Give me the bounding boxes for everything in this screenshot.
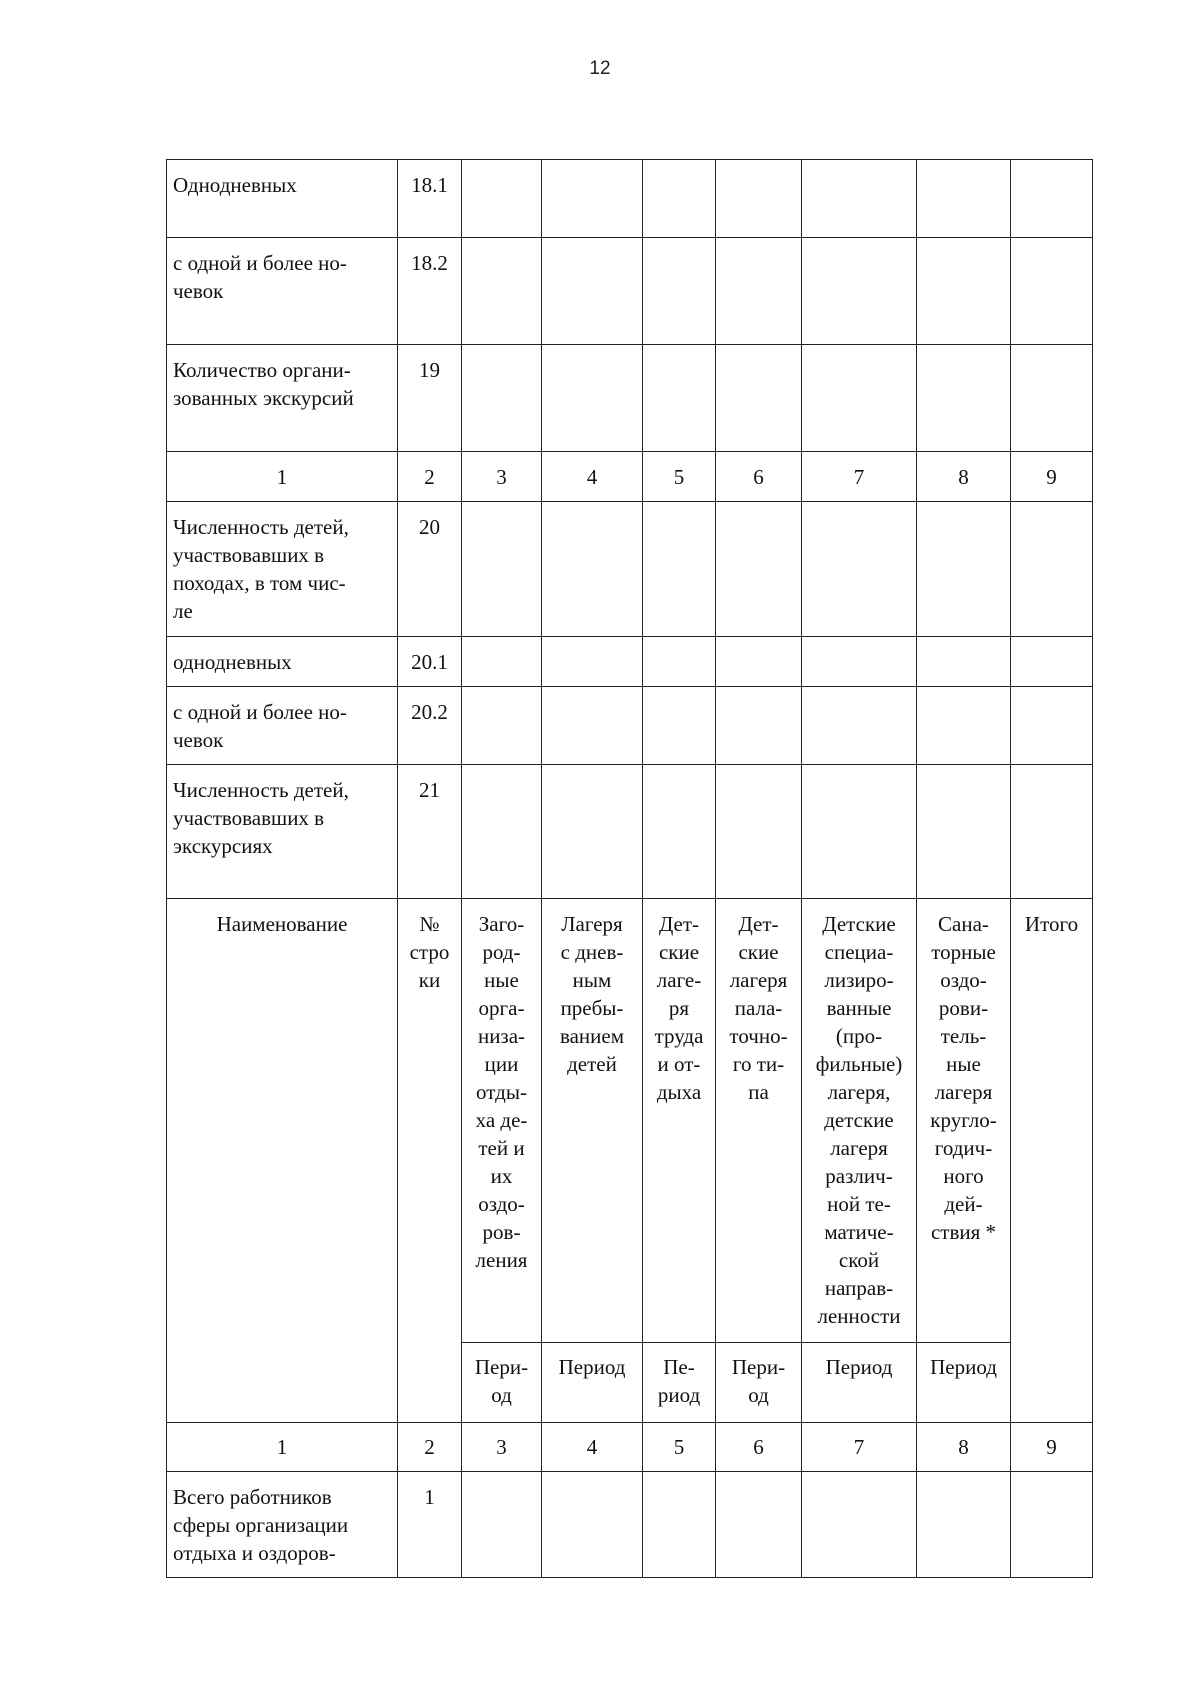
column-number: 4 [542,452,643,502]
column-number: 2 [398,1423,462,1472]
header-specialized-camps-cell: Детские специа- лизиро- ванные (про- фильные) лагеря, детские лагеря различ- ной те- матиче- ской направ- ленности [802,899,917,1343]
row-code-cell: 20.1 [398,637,462,687]
empty-cell [643,1472,716,1578]
empty-cell [802,238,917,345]
header-labor-camps-cell: Дет- ские лаге- ря труда и от- дыха [643,899,716,1343]
period-cell: Пе- риод [643,1343,716,1423]
column-number: 5 [643,452,716,502]
empty-cell [1011,238,1093,345]
column-header-row [167,899,1093,1343]
empty-cell [1011,1472,1093,1578]
empty-cell [802,502,917,637]
row-name-cell: с одной и более но- чевок [167,238,398,345]
empty-cell [716,637,802,687]
header-day-camps-cell: Лагеря с днев- ным пребы- ванием детей [542,899,643,1343]
header-tent-camps-cell: Дет- ские лагеря пала- точно- го ти- па [716,899,802,1343]
empty-cell [643,637,716,687]
row-code-cell: 1 [398,1472,462,1578]
table-row-20 [167,502,1093,637]
header-sanatorium-camps-cell: Сана- торные оздо- рови- тель- ные лагеря кругло- годич- ного дей- ствия * [917,899,1011,1343]
table-row-18-2 [167,238,1093,345]
empty-cell [542,1472,643,1578]
empty-cell [1011,345,1093,452]
empty-cell [643,687,716,765]
header-total-cell: Итого [1011,899,1093,1423]
header-country-camps-cell: Заго- род- ные орга- низа- ции отды- ха де- тей и их оздо- ров- ления [462,899,542,1343]
empty-cell [643,502,716,637]
empty-cell [462,160,542,238]
column-number: 9 [1011,452,1093,502]
column-number: 7 [802,1423,917,1472]
column-number: 6 [716,1423,802,1472]
column-number: 3 [462,1423,542,1472]
empty-cell [542,238,643,345]
empty-cell [542,345,643,452]
row-code-cell: 20 [398,502,462,637]
row-name-cell: Численность детей, участвовавших в экскурсиях [167,765,398,899]
table-row-1 [167,1472,1093,1578]
column-number: 8 [917,1423,1011,1472]
column-number: 2 [398,452,462,502]
column-number: 7 [802,452,917,502]
row-code-cell: 19 [398,345,462,452]
empty-cell [643,765,716,899]
empty-cell [716,345,802,452]
column-number: 1 [167,1423,398,1472]
empty-cell [462,1472,542,1578]
empty-cell [716,765,802,899]
header-code-cell: № стро ки [398,899,462,1423]
empty-cell [802,637,917,687]
empty-cell [643,238,716,345]
empty-cell [802,687,917,765]
period-cell: Пери- од [716,1343,802,1423]
empty-cell [917,637,1011,687]
empty-cell [716,687,802,765]
row-code-cell: 18.2 [398,238,462,345]
empty-cell [917,345,1011,452]
column-numbering-row [167,1423,1093,1472]
row-name-cell: Количество органи- зованных экскурсий [167,345,398,452]
row-name-cell: Однодневных [167,160,398,238]
empty-cell [1011,502,1093,637]
empty-cell [643,345,716,452]
empty-cell [462,637,542,687]
empty-cell [462,345,542,452]
empty-cell [802,345,917,452]
column-number: 4 [542,1423,643,1472]
empty-cell [542,637,643,687]
column-numbering-row [167,452,1093,502]
empty-cell [917,765,1011,899]
empty-cell [462,765,542,899]
row-name-cell: Всего работников сферы организации отдыха и оздоров- [167,1472,398,1578]
empty-cell [802,765,917,899]
empty-cell [462,502,542,637]
table-row-20-1 [167,637,1093,687]
empty-cell [462,687,542,765]
row-code-cell: 21 [398,765,462,899]
empty-cell [542,687,643,765]
statistics-form-table [166,159,1093,1578]
table-row-21 [167,765,1093,899]
row-code-cell: 18.1 [398,160,462,238]
period-cell: Пери- од [462,1343,542,1423]
column-number: 8 [917,452,1011,502]
empty-cell [802,160,917,238]
empty-cell [462,238,542,345]
table-row-18-1 [167,160,1093,238]
empty-cell [802,1472,917,1578]
empty-cell [917,502,1011,637]
empty-cell [917,1472,1011,1578]
column-number: 5 [643,1423,716,1472]
period-cell: Период [917,1343,1011,1423]
column-number: 3 [462,452,542,502]
empty-cell [643,160,716,238]
empty-cell [917,238,1011,345]
empty-cell [542,502,643,637]
empty-cell [716,160,802,238]
empty-cell [716,238,802,345]
table-row-20-2 [167,687,1093,765]
empty-cell [716,502,802,637]
table-row-19 [167,345,1093,452]
page-number: 12 [589,58,611,79]
empty-cell [1011,160,1093,238]
row-name-cell: однодневных [167,637,398,687]
empty-cell [1011,637,1093,687]
column-number: 6 [716,452,802,502]
period-cell: Период [542,1343,643,1423]
row-name-cell: с одной и более но- чевок [167,687,398,765]
empty-cell [542,160,643,238]
header-name-cell: Наименование [167,899,398,1423]
empty-cell [917,160,1011,238]
column-number: 9 [1011,1423,1093,1472]
empty-cell [1011,765,1093,899]
row-name-cell: Численность детей, участвовавших в походах, в том чис- ле [167,502,398,637]
empty-cell [716,1472,802,1578]
period-cell: Период [802,1343,917,1423]
row-code-cell: 20.2 [398,687,462,765]
empty-cell [542,765,643,899]
empty-cell [917,687,1011,765]
column-number: 1 [167,452,398,502]
empty-cell [1011,687,1093,765]
